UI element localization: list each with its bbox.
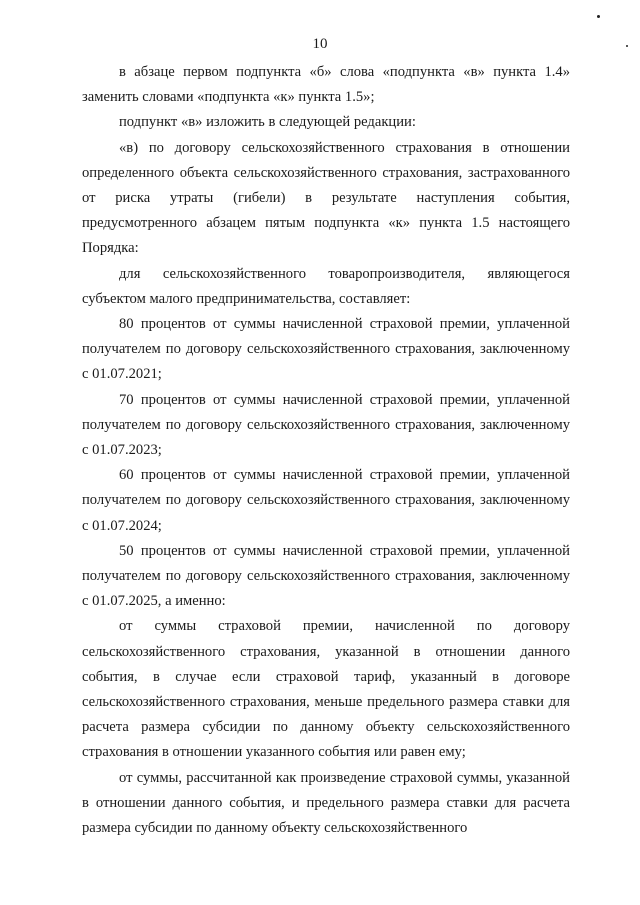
page-number: 10 <box>312 36 328 52</box>
paragraph: подпункт «в» изложить в следующей редакции: <box>119 114 416 131</box>
paragraph: «в) по договору сельскохозяйственного страхования в отношении определенного объекта сельскохозяйственного страхования, застрахованного от риска утраты (гибели) в результате наступления события, предусмотренного абзацем пятым подпункта «к» пункта 1.5 настоящего Порядка: <box>82 139 570 257</box>
paragraph: 80 процентов от суммы начисленной страховой премии, уплаченной получателем по договору сельскохозяйственного страхования, заключенному с 01.07.2021; <box>82 316 570 383</box>
paragraph: 70 процентов от суммы начисленной страховой премии, уплаченной получателем по договору сельскохозяйственного страхования, заключенному с 01.07.2023; <box>82 391 570 459</box>
document-body <box>82 60 570 841</box>
paragraph: 50 процентов от суммы начисленной страховой премии, уплаченной получателем по договору сельскохозяйственного страхования, заключенному с 01.07.2025, а именно: <box>82 542 570 610</box>
scan-speck <box>597 15 600 18</box>
paragraph: 60 процентов от суммы начисленной страховой премии, уплаченной получателем по договору сельскохозяйственного страхования, заключенному с 01.07.2024; <box>82 467 570 534</box>
paragraph: для сельскохозяйственного товаропроизводителя, являющегося субъектом малого предпринимательства, составляет: <box>82 265 570 307</box>
paragraph: от суммы страховой премии, начисленной по договору сельскохозяйственного страхования, указанной в отношении данного события, в случае если страховой тариф, указанный в договоре сельскохозяйственного страхования, меньше предельного размера ставки для расчета размера субсидии по данному объекту сельскохозяйственного страхования в отношении указанного события или равен ему; <box>82 618 570 761</box>
paragraph: в абзаце первом подпункта «б» слова «подпункта «в» пункта 1.4» заменить словами «подпункта «к» пункта 1.5»; <box>82 64 570 106</box>
paragraph: от суммы, рассчитанной как произведение страховой суммы, указанной в отношении данного события, и предельного размера ставки для расчета размера субсидии по данному объекту сельскохозяйственного <box>82 769 570 837</box>
